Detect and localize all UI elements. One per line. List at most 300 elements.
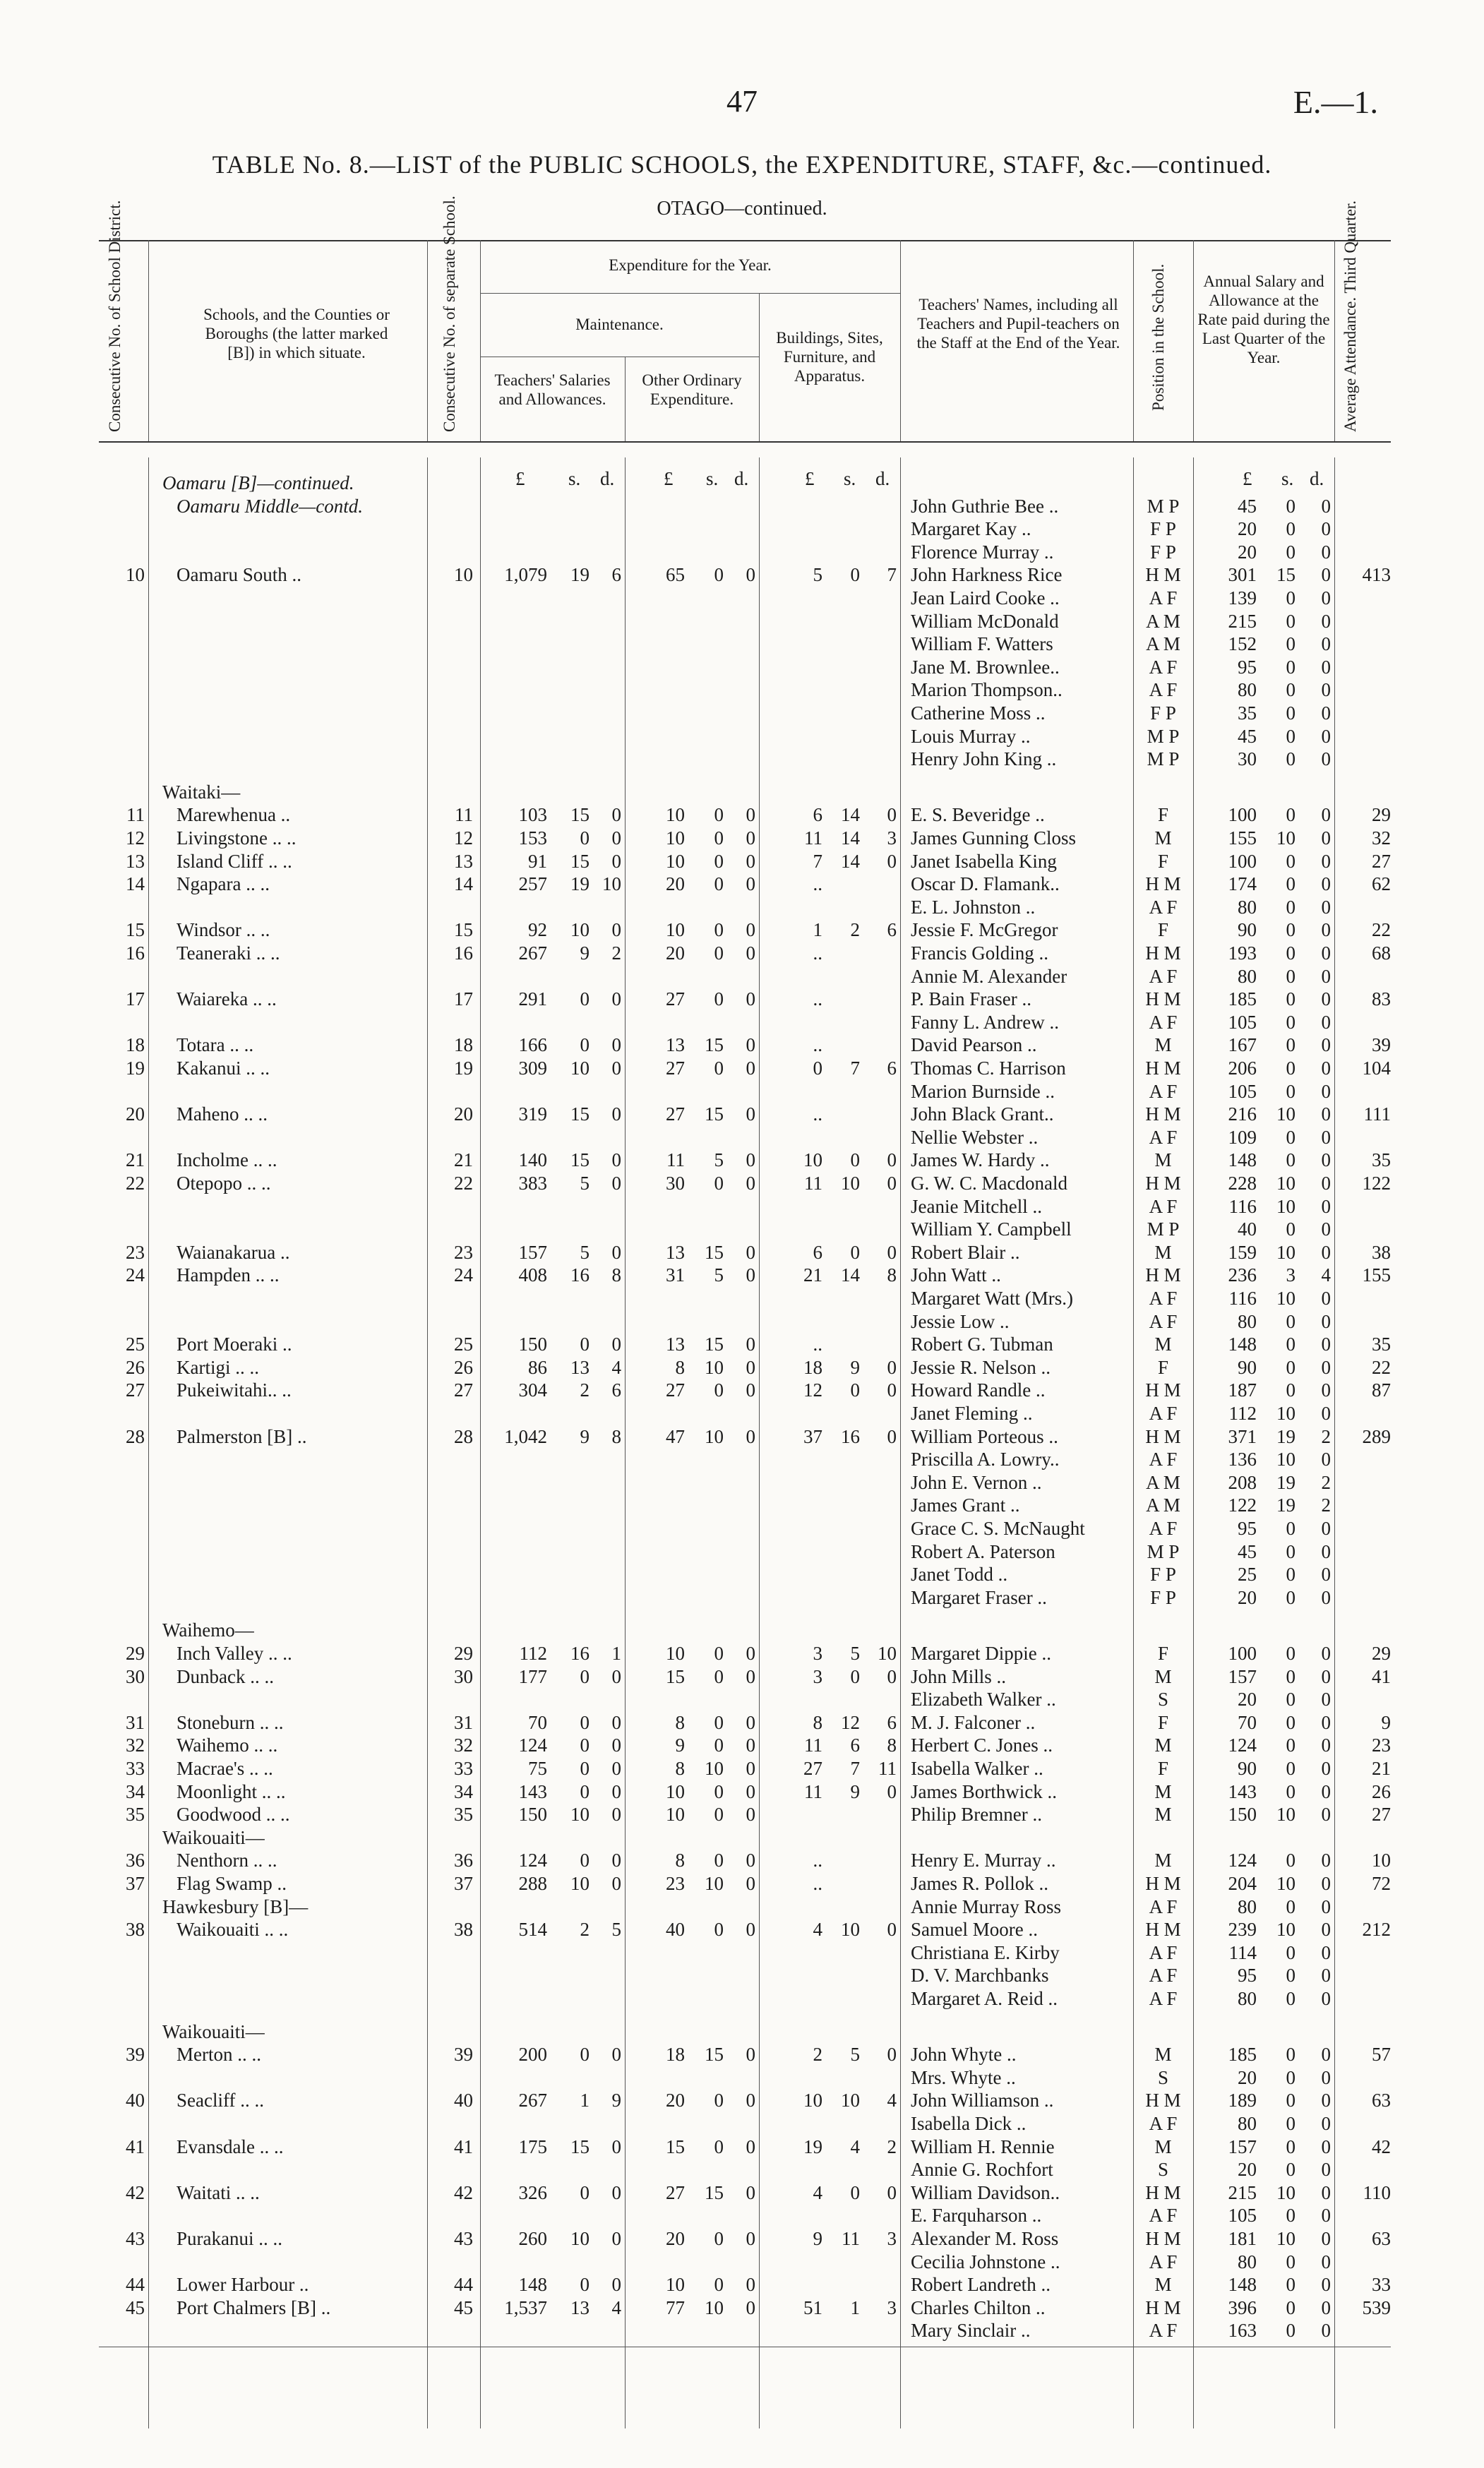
other-pence: 0 [746,1780,755,1802]
annual-pence: 0 [1321,1665,1331,1687]
salaries-pounds: 1,079 [504,564,547,586]
average-attendance: 32 [1372,827,1391,849]
annual-pence: 0 [1321,1711,1331,1733]
district-number: 40 [126,2090,145,2111]
annual-pounds: 204 [1228,1873,1257,1894]
salaries-pence: 0 [611,1058,621,1079]
average-attendance: 29 [1372,804,1391,826]
district-number: 43 [126,2228,145,2249]
table-title: TABLE No. 8.—LIST of the PUBLIC SCHOOLS, the EXPENDITURE, STAFF, &c.—continued. [212,150,1272,179]
other-pounds: 27 [666,1379,685,1401]
currency-shilling: s. [568,468,581,489]
salaries-pence: 0 [611,1735,621,1756]
salaries-pounds: 143 [518,1780,547,1802]
annual-shillings: 0 [1286,942,1295,964]
salaries-pounds: 140 [518,1149,547,1171]
buildings-pence: 3 [887,2228,897,2249]
salaries-shillings: 0 [580,2181,590,2203]
teacher-name: David Pearson .. [911,1034,1037,1056]
annual-pounds: 228 [1228,1173,1257,1194]
annual-pence: 0 [1321,2113,1331,2134]
position-in-school: H M [1145,1425,1181,1447]
annual-pounds: 122 [1228,1494,1257,1516]
buildings-shillings: 5 [850,2044,860,2066]
school-name: Seacliff .. .. [176,2090,264,2111]
buildings-shillings: 9 [850,1356,860,1378]
annual-shillings: 0 [1286,2320,1295,2342]
district-number: 11 [126,804,145,826]
annual-shillings: 0 [1286,2296,1295,2318]
district-number: 30 [126,1665,145,1687]
annual-shillings: 10 [1276,1241,1295,1263]
position-in-school: A F [1149,2320,1178,2342]
other-pounds: 10 [666,1804,685,1826]
teacher-name: John Mills .. [911,1665,1007,1687]
school-name: Waitati .. .. [176,2181,260,2203]
position-in-school: H M [1145,1103,1181,1125]
position-in-school: M [1154,1034,1172,1056]
annual-pounds: 114 [1228,1941,1257,1963]
buildings-pounds: 11 [804,827,822,849]
school-name: Island Cliff .. .. [176,850,292,872]
currency-pound: £ [1243,468,1252,489]
district-number: 31 [126,1711,145,1733]
teacher-name: Jean Laird Cooke .. [911,587,1060,609]
district-number: 26 [126,1356,145,1378]
buildings-pence: 0 [887,2181,897,2203]
teacher-name: Jessie Low .. [911,1310,1010,1332]
district-number: 14 [126,873,145,895]
teacher-name: James Borthwick .. [911,1780,1057,1802]
position-in-school: M [1154,1149,1172,1171]
teacher-name: E. S. Beveridge .. [911,804,1045,826]
annual-pounds: 30 [1238,748,1257,770]
salaries-pounds: 166 [518,1034,547,1056]
school-name: Livingstone .. .. [176,827,297,849]
average-attendance: 68 [1372,942,1391,964]
salaries-pounds: 148 [518,2274,547,2296]
school-number: 41 [454,2135,473,2157]
buildings-shillings: 16 [841,1425,860,1447]
district-number: 13 [126,850,145,872]
district-number: 38 [126,1919,145,1941]
annual-shillings: 10 [1276,1173,1295,1194]
annual-pounds: 105 [1228,2205,1257,2227]
average-attendance: 22 [1372,1356,1391,1378]
annual-pounds: 174 [1228,873,1257,895]
school-name: Windsor .. .. [176,919,270,941]
annual-pence: 0 [1321,919,1331,941]
other-pounds: 47 [666,1425,685,1447]
school-name: Pukeiwitahi.. .. [176,1379,292,1401]
annual-shillings: 10 [1276,1919,1295,1941]
header-buildings: Buildings, Sites, Furniture, and Apparatus. [776,329,883,385]
buildings-pence: 11 [878,1758,897,1779]
annual-shillings: 0 [1286,2205,1295,2227]
other-pounds: 15 [666,2135,685,2157]
teacher-name: Robert Blair .. [911,1241,1020,1263]
salaries-shillings: 0 [580,2044,590,2066]
salaries-pounds: 150 [518,1804,547,1826]
school-number: 31 [454,1711,473,1733]
teacher-name: Jessie F. McGregor [911,919,1058,941]
annual-shillings: 10 [1276,1873,1295,1894]
annual-pence: 0 [1321,827,1331,849]
teacher-name: John Williamson .. [911,2090,1054,2111]
annual-pounds: 20 [1238,1689,1257,1711]
annual-pence: 0 [1321,1919,1331,1941]
salaries-shillings: 15 [570,1149,590,1171]
annual-pence: 0 [1321,1586,1331,1608]
other-shillings: 5 [714,1264,724,1286]
buildings-pence: 3 [887,2296,897,2318]
annual-pounds: 116 [1228,1195,1257,1217]
other-pounds: 77 [666,2296,685,2318]
school-number: 20 [454,1103,473,1125]
salaries-pence: 10 [602,873,621,895]
annual-pounds: 112 [1228,1403,1257,1424]
average-attendance: 212 [1362,1919,1391,1941]
annual-pounds: 148 [1228,1334,1257,1355]
other-shillings: 0 [714,804,724,826]
average-attendance: 39 [1372,1034,1391,1056]
average-attendance: 42 [1372,2135,1391,2157]
other-shillings: 10 [705,1425,724,1447]
salaries-shillings: 0 [580,1665,590,1687]
other-shillings: 0 [714,1711,724,1733]
annual-pence: 0 [1321,1173,1331,1194]
buildings-pounds: .. [813,1850,822,1871]
salaries-shillings: 0 [580,1034,590,1056]
other-pounds: 8 [675,1356,685,1378]
salaries-pounds: 75 [528,1758,547,1779]
annual-pounds: 70 [1238,1711,1257,1733]
district-number: 33 [126,1758,145,1779]
school-name: Goodwood .. .. [176,1804,290,1826]
teacher-name: James W. Hardy .. [911,1149,1050,1171]
other-pounds: 8 [675,1758,685,1779]
annual-pence: 0 [1321,541,1331,563]
salaries-shillings: 15 [570,804,590,826]
average-attendance: 9 [1381,1711,1391,1733]
average-attendance: 33 [1372,2274,1391,2296]
other-shillings: 0 [714,1173,724,1194]
annual-shillings: 0 [1286,1540,1295,1562]
buildings-pounds: 11 [804,1173,822,1194]
annual-pounds: 100 [1228,804,1257,826]
salaries-shillings: 2 [580,1379,590,1401]
annual-pounds: 80 [1238,1895,1257,1917]
other-pence: 0 [746,1735,755,1756]
annual-pence: 0 [1321,1965,1331,1987]
buildings-shillings: 0 [850,1149,860,1171]
school-name: Merton .. .. [176,2044,261,2066]
salaries-shillings: 10 [570,1873,590,1894]
other-pence: 0 [746,1334,755,1355]
annual-pounds: 167 [1228,1034,1257,1056]
school-number: 37 [454,1873,473,1894]
annual-shillings: 0 [1286,2135,1295,2157]
district-number: 17 [126,988,145,1010]
school-number: 44 [454,2274,473,2296]
annual-shillings: 10 [1276,827,1295,849]
position-in-school: H M [1145,873,1181,895]
currency-shilling: s. [844,468,856,489]
position-in-school: F P [1150,702,1176,724]
annual-pounds: 80 [1238,1310,1257,1332]
district-number: 34 [126,1780,145,1802]
average-attendance: 63 [1372,2090,1391,2111]
annual-pence: 0 [1321,1518,1331,1539]
other-shillings: 10 [705,1873,724,1894]
average-attendance: 10 [1372,1850,1391,1871]
school-number: 11 [455,804,473,826]
buildings-pounds: 21 [803,1264,822,1286]
buildings-shillings: 1 [850,2296,860,2318]
annual-shillings: 0 [1286,1780,1295,1802]
position-in-school: F P [1150,1586,1176,1608]
average-attendance: 122 [1362,1173,1391,1194]
teacher-name: Christiana E. Kirby [911,1941,1060,1963]
annual-pounds: 80 [1238,2113,1257,2134]
annual-pence: 0 [1321,2320,1331,2342]
annual-shillings: 0 [1286,1586,1295,1608]
annual-shillings: 0 [1286,1218,1295,1240]
other-pence: 0 [746,804,755,826]
buildings-pounds: 3 [813,1665,822,1687]
teacher-name: William McDonald [911,610,1059,632]
position-in-school: H M [1145,1264,1181,1286]
buildings-pence: 0 [887,1919,897,1941]
annual-pence: 0 [1321,965,1331,987]
salaries-pounds: 124 [518,1735,547,1756]
other-pounds: 30 [666,1173,685,1194]
buildings-pounds: 19 [803,2135,822,2157]
other-shillings: 0 [714,1643,724,1664]
buildings-pounds: 8 [813,1711,822,1733]
position-in-school: A F [1149,1965,1178,1987]
salaries-shillings: 16 [570,1264,590,1286]
annual-pence: 0 [1321,1310,1331,1332]
salaries-pounds: 383 [518,1173,547,1194]
buildings-pounds: 10 [803,1149,822,1171]
teacher-name: Thomas C. Harrison [911,1058,1066,1079]
currency-pound: £ [664,468,674,489]
salaries-pence: 0 [611,1873,621,1894]
teacher-name: Janet Isabella King [911,850,1057,872]
teacher-name: M. J. Falconer .. [911,1711,1036,1733]
teacher-name: Margaret Watt (Mrs.) [911,1288,1074,1309]
annual-pounds: 215 [1228,610,1257,632]
position-in-school: A F [1149,1988,1178,2009]
buildings-shillings: 10 [841,2090,860,2111]
currency-pence: d. [1310,468,1324,489]
teacher-name: Francis Golding .. [911,942,1048,964]
average-attendance: 38 [1372,1241,1391,1263]
teacher-name: William Porteous .. [911,1425,1058,1447]
other-pence: 0 [746,1919,755,1941]
teacher-name: Oscar D. Flamank.. [911,873,1060,895]
buildings-pounds: 12 [803,1379,822,1401]
position-in-school: M [1154,2135,1172,2157]
other-shillings: 15 [705,2181,724,2203]
currency-shilling: s. [1281,468,1294,489]
school-name: Waitaki— [162,781,241,803]
annual-pounds: 95 [1238,656,1257,678]
salaries-pence: 0 [611,1804,621,1826]
average-attendance: 539 [1362,2296,1391,2318]
salaries-pounds: 124 [518,1850,547,1871]
annual-shillings: 0 [1286,2251,1295,2272]
salaries-shillings: 2 [580,1919,590,1941]
school-number: 15 [454,919,473,941]
annual-pounds: 136 [1228,1449,1257,1470]
annual-shillings: 3 [1286,1264,1295,1286]
annual-pounds: 185 [1228,988,1257,1010]
other-pence: 0 [746,2274,755,2296]
annual-shillings: 0 [1286,1564,1295,1586]
annual-shillings: 0 [1286,804,1295,826]
other-pence: 0 [746,564,755,586]
average-attendance: 87 [1372,1379,1391,1401]
position-in-school: A F [1149,1310,1178,1332]
school-number: 35 [454,1804,473,1826]
annual-pounds: 124 [1228,1735,1257,1756]
annual-shillings: 19 [1276,1494,1295,1516]
position-in-school: M [1154,2274,1172,2296]
position-in-school: A M [1146,633,1180,655]
other-pence: 0 [746,827,755,849]
school-name: Waikouaiti— [162,2020,265,2042]
salaries-pence: 0 [611,919,621,941]
teacher-name: G. W. C. Macdonald [911,1173,1067,1194]
other-pounds: 27 [666,988,685,1010]
buildings-shillings: 7 [850,1758,860,1779]
teacher-name: Margaret Fraser .. [911,1586,1047,1608]
salaries-pounds: 1,537 [504,2296,547,2318]
school-name: Oamaru [B]—continued. [162,472,354,493]
annual-pounds: 95 [1238,1965,1257,1987]
other-shillings: 15 [705,1103,724,1125]
annual-pounds: 216 [1228,1103,1257,1125]
school-name: Waihemo .. .. [176,1735,278,1756]
buildings-pence: 7 [887,564,897,586]
teacher-name: Jessie R. Nelson .. [911,1356,1051,1378]
annual-pence: 0 [1321,942,1331,964]
annual-shillings: 0 [1286,1518,1295,1539]
salaries-pounds: 514 [518,1919,547,1941]
position-in-school: F P [1150,541,1176,563]
annual-shillings: 0 [1286,725,1295,747]
position-in-school: A F [1149,1126,1178,1148]
teacher-name: Margaret Kay .. [911,518,1031,540]
salaries-shillings: 0 [580,1334,590,1355]
teacher-name: E. Farquharson .. [911,2205,1042,2227]
teacher-name: John E. Vernon .. [911,1471,1042,1493]
buildings-pounds: 6 [813,1241,822,1263]
school-name: Stoneburn .. .. [176,1711,284,1733]
annual-shillings: 0 [1286,541,1295,563]
teacher-name: Fanny L. Andrew .. [911,1011,1059,1033]
annual-shillings: 10 [1276,2228,1295,2249]
teacher-name: Herbert C. Jones .. [911,1735,1053,1756]
teacher-name: Catherine Moss .. [911,702,1046,724]
school-name: Teaneraki .. .. [176,942,280,964]
annual-pence: 0 [1321,495,1331,517]
annual-pence: 0 [1321,1334,1331,1355]
buildings-shillings: 10 [841,1173,860,1194]
salaries-pence: 6 [611,564,621,586]
salaries-pounds: 157 [518,1241,547,1263]
buildings-pence: 0 [887,1241,897,1263]
annual-shillings: 0 [1286,1643,1295,1664]
other-pence: 0 [746,1034,755,1056]
buildings-pounds: 1 [813,919,822,941]
position-in-school: M [1154,1780,1172,1802]
school-number: 34 [454,1780,473,1802]
school-number: 26 [454,1356,473,1378]
position-in-school: M [1154,1241,1172,1263]
salaries-pounds: 319 [518,1103,547,1125]
annual-shillings: 0 [1286,1895,1295,1917]
buildings-pence: 6 [887,919,897,941]
teacher-name: Robert A. Paterson [911,1540,1055,1562]
buildings-shillings: 0 [850,1379,860,1401]
teacher-name: John Black Grant.. [911,1103,1054,1125]
position-in-school: A F [1149,2205,1178,2227]
teacher-name: James R. Pollok .. [911,1873,1049,1894]
annual-pence: 0 [1321,1241,1331,1263]
other-shillings: 5 [714,1149,724,1171]
school-number: 30 [454,1665,473,1687]
annual-pence: 0 [1321,988,1331,1010]
other-shillings: 15 [705,1241,724,1263]
other-shillings: 0 [714,873,724,895]
school-name: Flag Swamp .. [176,1873,287,1894]
annual-pence: 0 [1321,1403,1331,1424]
average-attendance: 27 [1372,850,1391,872]
annual-pounds: 116 [1228,1288,1257,1309]
other-shillings: 0 [714,1919,724,1941]
annual-pounds: 185 [1228,2044,1257,2066]
buildings-shillings: 4 [850,2135,860,2157]
school-number: 43 [454,2228,473,2249]
buildings-pounds: .. [813,1873,822,1894]
school-number: 36 [454,1850,473,1871]
annual-shillings: 19 [1276,1471,1295,1493]
district-number: 39 [126,2044,145,2066]
school-number: 25 [454,1334,473,1355]
school-number: 17 [454,988,473,1010]
other-pounds: 10 [666,804,685,826]
teacher-name: Philip Bremner .. [911,1804,1042,1826]
buildings-pence: 2 [887,2135,897,2157]
annual-pounds: 143 [1228,1780,1257,1802]
other-pounds: 40 [666,1919,685,1941]
currency-pence: d. [600,468,615,489]
annual-pounds: 90 [1238,1356,1257,1378]
school-number: 16 [454,942,473,964]
teacher-name: William Y. Campbell [911,1218,1072,1240]
other-shillings: 10 [705,2296,724,2318]
average-attendance: 27 [1372,1804,1391,1826]
position-in-school: M [1154,2044,1172,2066]
teacher-name: Mary Sinclair .. [911,2320,1031,2342]
salaries-pence: 5 [611,1919,621,1941]
salaries-pence: 1 [611,1643,621,1664]
teacher-name: Mrs. Whyte .. [911,2066,1016,2088]
annual-pence: 0 [1321,1873,1331,1894]
